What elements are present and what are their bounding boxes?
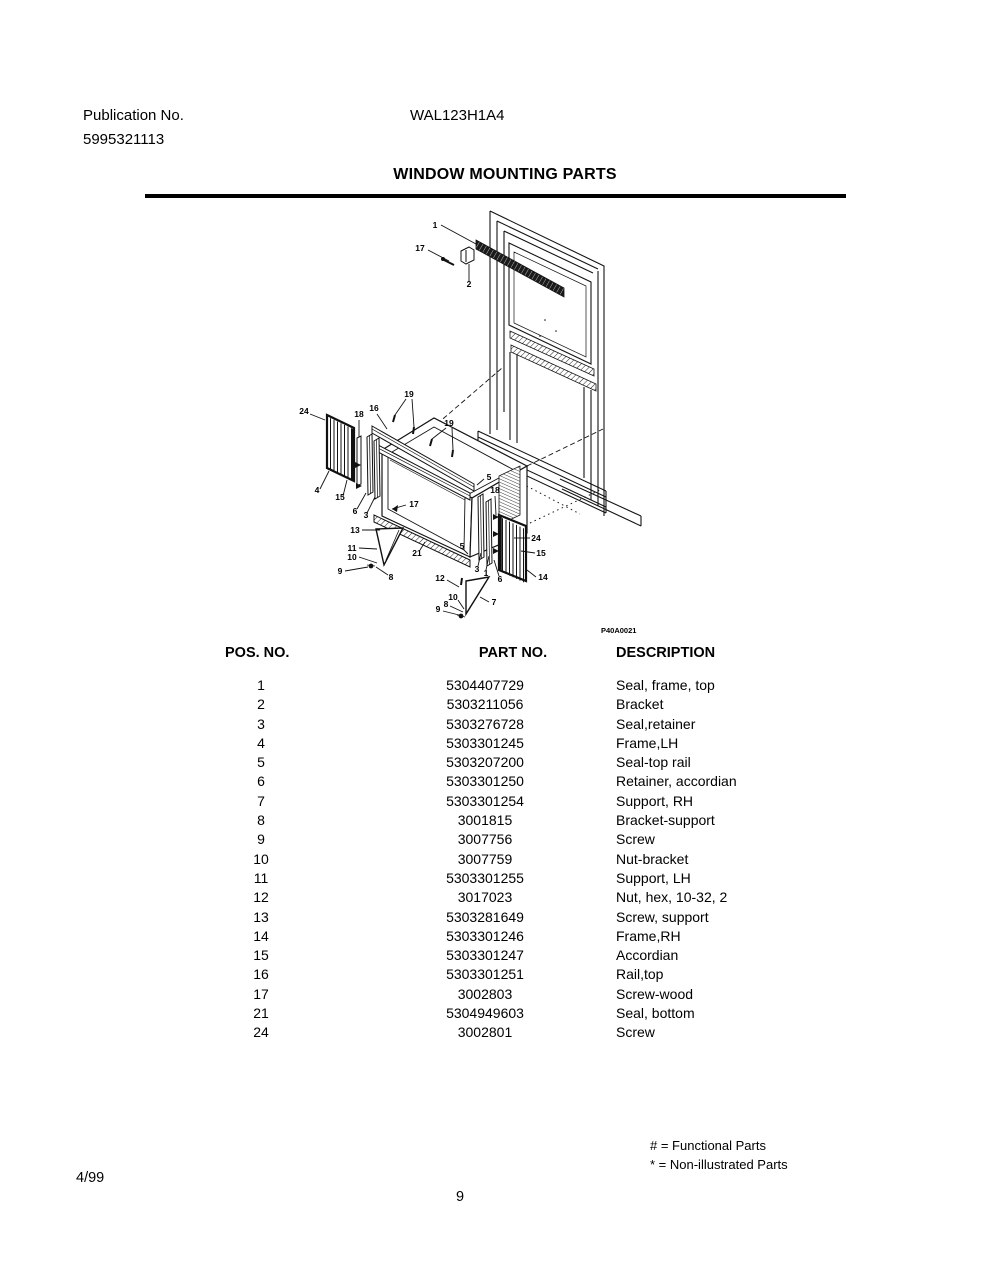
description-cell: Nut, hex, 10-32, 2 (616, 889, 728, 906)
callout-label-12: 12 (435, 573, 445, 583)
table-row (225, 793, 825, 812)
part-number-cell: 5303301255 (446, 869, 524, 886)
pos-cell: 8 (257, 812, 265, 829)
callout-label-5: 5 (486, 472, 492, 482)
description-cell: Screw (616, 1024, 655, 1041)
legend-non-illustrated: * = Non-illustrated Parts (650, 1157, 788, 1172)
pos-cell: 7 (257, 792, 265, 809)
table-row (225, 677, 825, 696)
pos-cell: 15 (253, 947, 269, 964)
table-row (225, 986, 825, 1005)
description-cell: Nut-bracket (616, 850, 689, 867)
column-header-pos: POS. NO. (225, 645, 290, 661)
part-number-cell: 5303211056 (446, 696, 524, 713)
part-number-cell: 5303301250 (446, 773, 524, 790)
callout-leader-9 (443, 611, 459, 615)
description-cell: Bracket-support (616, 812, 715, 829)
right-accordion-panel (499, 515, 526, 582)
part-number-cell: 5303301247 (446, 947, 524, 964)
callout-label-18: 18 (490, 485, 500, 495)
description-cell: Retainer, accordian (616, 773, 737, 790)
callout-leader-4 (320, 471, 329, 489)
pos-cell: 12 (253, 889, 269, 906)
callout-label-8: 8 (443, 599, 449, 609)
callout-label-17: 17 (415, 243, 425, 253)
callout-leader-1 (441, 225, 476, 244)
callout-label-8: 8 (388, 572, 394, 582)
pos-cell: 13 (253, 908, 269, 925)
callout-leader-6 (357, 493, 366, 509)
part-number-cell: 5303301251 (446, 966, 524, 983)
description-cell: Support, LH (616, 869, 691, 886)
figure-code: P40A0021 (601, 626, 637, 635)
bracket-part (461, 247, 474, 264)
left-retainer-strips (355, 434, 380, 499)
callout-label-5: 5 (459, 541, 465, 551)
callout-leader-10 (458, 600, 464, 609)
pos-cell: 5 (257, 754, 265, 771)
callout-label-24: 24 (531, 533, 541, 543)
pos-cell: 6 (257, 773, 265, 790)
part-number-cell: 3007759 (457, 850, 513, 867)
part-number-cell: 3007756 (457, 831, 513, 848)
pos-cell: 3 (257, 715, 265, 732)
table-row (225, 947, 825, 966)
part-number-cell: 3001815 (457, 812, 513, 829)
callout-label-1: 1 (483, 568, 489, 578)
page-number: 9 (455, 1189, 465, 1205)
table-row (225, 870, 825, 889)
publication-number: 5995321113 (83, 131, 165, 148)
part-number-cell: 3002803 (457, 985, 513, 1002)
table-row (225, 909, 825, 928)
part-number-cell: 5303301245 (446, 734, 524, 751)
callout-leader-16 (377, 414, 387, 429)
pos-cell: 21 (253, 1005, 269, 1022)
callout-label-9: 9 (435, 604, 441, 614)
pos-cell: 9 (257, 831, 265, 848)
callout-leader-19 (412, 399, 414, 427)
callout-label-3: 3 (474, 564, 480, 574)
description-cell: Frame,LH (616, 734, 679, 751)
table-row (225, 754, 825, 773)
table-row (225, 928, 825, 947)
pos-cell: 11 (253, 869, 269, 886)
part-number-cell: 5303301246 (446, 927, 524, 944)
callout-label-21: 21 (412, 548, 422, 558)
callout-label-16: 16 (369, 403, 379, 413)
description-cell: Frame,RH (616, 927, 681, 944)
part-number-cell: 5303281649 (446, 908, 524, 925)
callout-label-3: 3 (363, 510, 369, 520)
table-row (225, 716, 825, 735)
pos-cell: 1 (257, 677, 265, 693)
callout-label-15: 15 (335, 492, 345, 502)
callout-label-7: 7 (491, 597, 497, 607)
part-number-cell: 5303301254 (446, 792, 524, 809)
description-cell: Bracket (616, 696, 664, 713)
column-header-desc: DESCRIPTION (616, 645, 716, 661)
left-accordion-panel (327, 415, 354, 481)
table-row (225, 812, 825, 831)
table-row (225, 696, 825, 715)
callout-label-18: 18 (354, 409, 364, 419)
part-number-cell: 3002801 (457, 1024, 513, 1041)
callout-label-15: 15 (536, 548, 546, 558)
upper-sash (509, 243, 591, 364)
part-number-cell: 5303276728 (446, 715, 524, 732)
description-cell: Support, RH (616, 792, 694, 809)
description-cell: Seal-top rail (616, 754, 691, 771)
callout-label-19: 19 (404, 389, 414, 399)
description-cell: Seal,retainer (616, 715, 696, 732)
callout-label-6: 6 (352, 506, 358, 516)
exploded-view-diagram (270, 200, 670, 650)
description-cell: Seal, bottom (616, 1005, 695, 1022)
callout-label-10: 10 (448, 592, 458, 602)
callout-label-11: 11 (347, 543, 357, 553)
pos-cell: 4 (257, 734, 265, 751)
callout-label-19: 19 (444, 418, 454, 428)
part-number-cell: 5304949603 (446, 1005, 524, 1022)
callout-leader-17 (428, 250, 449, 261)
table-row (225, 773, 825, 792)
callout-label-1: 1 (432, 220, 438, 230)
table-row (225, 735, 825, 754)
description-cell: Seal, frame, top (616, 677, 715, 693)
pos-cell: 24 (253, 1024, 269, 1041)
part-number-cell: 3017023 (457, 889, 513, 906)
table-row (225, 966, 825, 985)
table-row (225, 851, 825, 870)
callout-label-24: 24 (299, 406, 309, 416)
description-cell: Screw (616, 831, 655, 848)
table-row (225, 1024, 825, 1043)
callout-leader-12 (447, 580, 459, 587)
legend-functional: # = Functional Parts (650, 1138, 766, 1153)
footer-date: 4/99 (76, 1170, 105, 1186)
callout-leader-8 (376, 567, 388, 575)
callout-leader-9 (345, 567, 368, 571)
table-row (225, 1005, 825, 1024)
table-row (225, 831, 825, 850)
description-cell: Screw-wood (616, 985, 694, 1002)
callout-label-6: 6 (497, 574, 503, 584)
pos-cell: 2 (257, 696, 265, 713)
table-row (225, 889, 825, 908)
callout-leader-11 (359, 548, 377, 549)
part-number-cell: 5303207200 (446, 754, 524, 771)
callout-label-10: 10 (347, 552, 357, 562)
model-number: WAL123H1A4 (410, 107, 505, 124)
title-rule (145, 194, 846, 198)
page-title: WINDOW MOUNTING PARTS (393, 166, 617, 183)
pos-cell: 17 (253, 985, 269, 1002)
pos-cell: 14 (253, 927, 269, 944)
callout-label-2: 2 (466, 279, 472, 289)
callout-label-4: 4 (314, 485, 320, 495)
description-cell: Accordian (616, 947, 679, 964)
callout-leader-24 (310, 414, 325, 420)
pos-cell: 10 (253, 850, 269, 867)
description-cell: Rail,top (616, 966, 664, 983)
pos-cell: 16 (253, 966, 269, 983)
column-header-part: PART NO. (478, 645, 548, 661)
callout-leader-7 (480, 597, 489, 602)
callout-leader-14 (527, 570, 536, 577)
description-cell: Screw, support (616, 908, 709, 925)
callout-leader-8 (450, 606, 463, 612)
part-number-cell: 5304407729 (446, 677, 524, 693)
callout-label-17: 17 (409, 499, 419, 509)
publication-label: Publication No. (83, 107, 184, 124)
callout-label-14: 14 (538, 572, 548, 582)
parts-table-rows (225, 677, 825, 1044)
callout-leader-10 (359, 557, 377, 563)
callout-label-9: 9 (337, 566, 343, 576)
callout-label-13: 13 (350, 525, 360, 535)
callout-leader-19 (395, 399, 406, 415)
legend (650, 1136, 788, 1174)
